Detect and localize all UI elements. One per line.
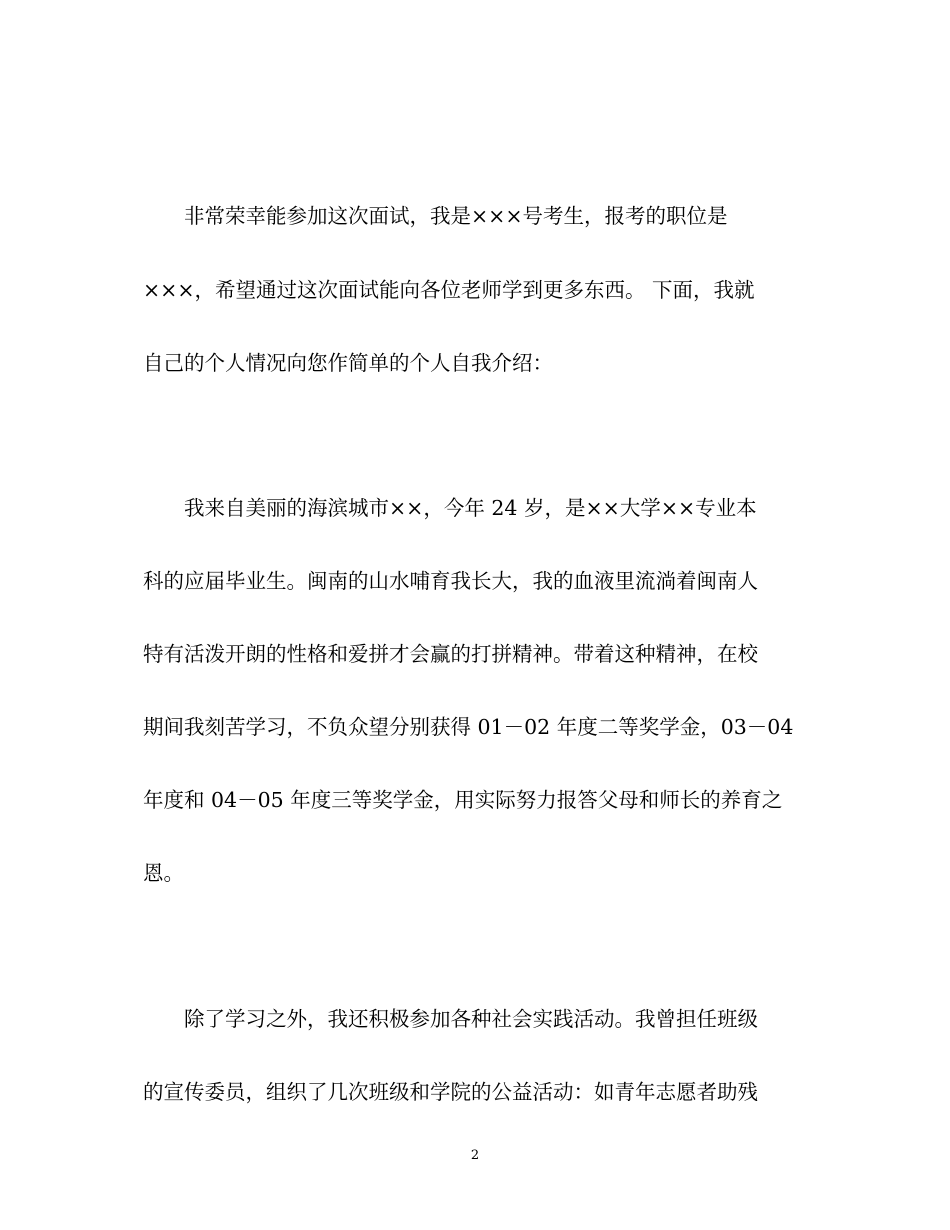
paragraph-line: 我来自美丽的海滨城市××，今年 24 岁，是××大学××专业本	[184, 496, 757, 520]
paragraph-line: ×××，希望通过这次面试能向各位老师学到更多东西。 下面，我就	[143, 278, 755, 302]
paragraph-line: 除了学习之外，我还积极参加各种社会实践活动。我曾担任班级	[184, 1007, 758, 1031]
page-number: 2	[470, 1148, 480, 1163]
paragraph-line: 科的应届毕业生。闽南的山水哺育我长大，我的血液里流淌着闽南人	[143, 569, 758, 593]
paragraph-line: 期间我刻苦学习，不负众望分别获得 01－02 年度二等奖学金，03－04	[143, 715, 794, 739]
paragraph-line: 的宣传委员，组织了几次班级和学院的公益活动：如青年志愿者助残	[143, 1080, 758, 1104]
paragraph-line: 非常荣幸能参加这次面试，我是×××号考生，报考的职位是	[184, 204, 728, 228]
paragraph-line: 恩。	[143, 861, 184, 885]
paragraph-line: 年度和 04－05 年度三等奖学金，用实际努力报答父母和师长的养育之	[143, 788, 783, 812]
paragraph-line: 特有活泼开朗的性格和爱拼才会赢的打拼精神。带着这种精神，在校	[143, 642, 758, 666]
paragraph-line: 自己的个人情况向您作简单的个人自我介绍：	[143, 351, 553, 375]
